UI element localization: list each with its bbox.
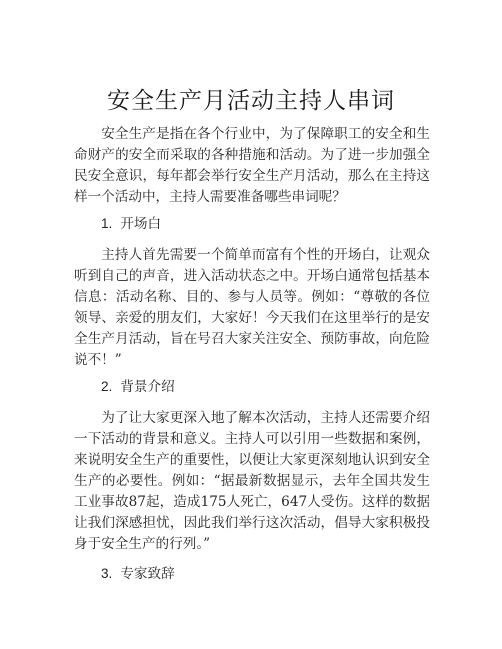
section-paragraph-1: 主持人首先需要一个简单而富有个性的开场白，让观众听到自己的声音，进入活动状态之中。开场白通常包括基本信息：活动名称、目的、参与人员等。例如：“尊敬的各位领导、亲爱的朋友们，大家好！今天我们在这里举行的是安全生产月活动，旨在号召大家关注安全、预防事故，向危险说不！”: [74, 247, 430, 368]
section-number: 2.: [101, 379, 113, 394]
intro-paragraph: 安全生产是指在各个行业中，为了保障职工的安全和生命财产的安全而采取的各种措施和活动。为了进一步加强全民安全意识，每年都会举行安全生产月活动，那么在主持这样一个活动中，主持人需要准备哪些串词呢？: [74, 126, 430, 205]
section-title: 开场白: [120, 216, 162, 232]
section-heading-3: [101, 563, 175, 585]
section-heading-2: [101, 376, 175, 398]
section-paragraph-2: 为了让大家更深入地了解本次活动，主持人还需要介绍一下活动的背景和意义。主持人可以引用一些数据和案例，来说明安全生产的重要性，以便让大家更深刻地认识到安全生产的必要性。例如：“据最新数据显示，去年全国共发生工业事故87起，造成175人死亡，647人受伤。这样的数据让我们深感担忧，因此我们举行这次活动，倡导大家积极投身于安全生产的行列。”: [74, 410, 430, 552]
section-heading-1: [101, 213, 161, 235]
section-title: 背景介绍: [120, 379, 175, 395]
section-title: 专家致辞: [120, 566, 175, 582]
section-number: 1.: [101, 216, 113, 231]
section-number: 3.: [101, 566, 113, 581]
page-title: 安全生产月活动主持人串词: [107, 88, 395, 114]
